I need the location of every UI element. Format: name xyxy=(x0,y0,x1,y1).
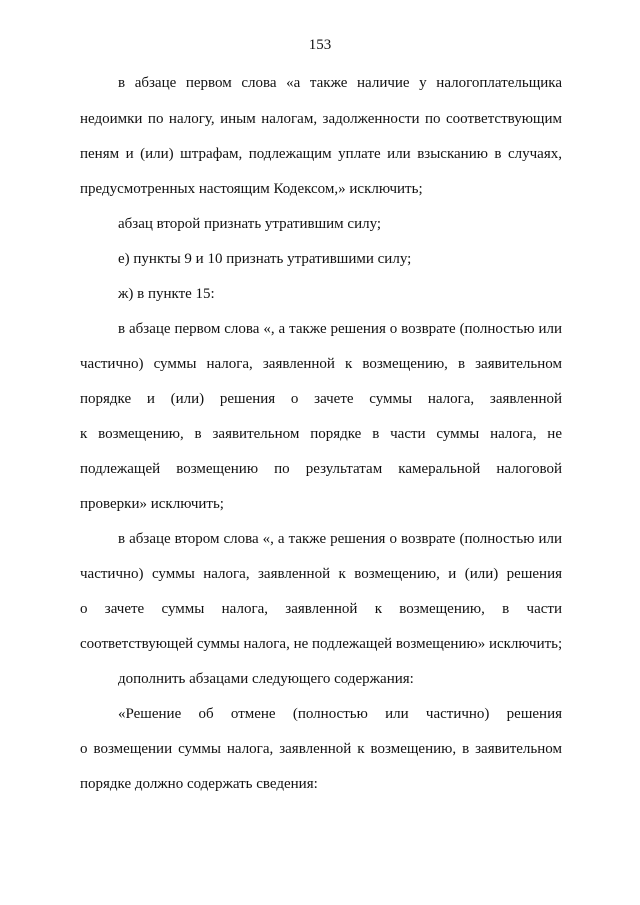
text-line: подлежащей возмещению по результатам камеральной налоговой xyxy=(80,461,562,477)
text-line: абзац второй признать утратившим силу; xyxy=(118,216,382,232)
text-line: пеням и (или) штрафам, подлежащим уплате или взысканию в случаях, xyxy=(80,146,562,162)
text-line: о зачете суммы налога, заявленной к возмещению, в части xyxy=(80,601,562,617)
text-line: дополнить абзацами следующего содержания: xyxy=(118,671,414,687)
text-line: в абзаце первом слова «, а также решения о возврате (полностью или xyxy=(118,321,562,337)
text-line: ж) в пункте 15: xyxy=(118,286,215,302)
text-line: в абзаце первом слова «а также наличие у налогоплательщика xyxy=(118,75,562,91)
text-line: в абзаце втором слова «, а также решения о возврате (полностью или xyxy=(118,531,562,547)
text-line: частично) суммы налога, заявленной к возмещению, и (или) решения xyxy=(80,566,562,582)
text-line: соответствующей суммы налога, не подлежащей возмещению» исключить; xyxy=(80,636,563,652)
text-line: частично) суммы налога, заявленной к возмещению, в заявительном xyxy=(80,356,562,372)
text-line: «Решение об отмене (полностью или частично) решения xyxy=(118,706,562,722)
text-line: предусмотренных настоящим Кодексом,» исключить; xyxy=(80,181,423,197)
text-line: порядке и (или) решения о зачете суммы налога, заявленной xyxy=(80,391,562,407)
text-line: недоимки по налогу, иным налогам, задолженности по соответствующим xyxy=(80,111,562,127)
text-line: проверки» исключить; xyxy=(80,496,224,512)
text-line: е) пункты 9 и 10 признать утратившими силу; xyxy=(118,251,412,267)
text-line: к возмещению, в заявительном порядке в части суммы налога, не xyxy=(80,426,562,442)
text-line: о возмещении суммы налога, заявленной к возмещению, в заявительном xyxy=(80,741,562,757)
text-line: порядке должно содержать сведения: xyxy=(80,776,318,792)
page-number: 153 xyxy=(308,37,332,53)
